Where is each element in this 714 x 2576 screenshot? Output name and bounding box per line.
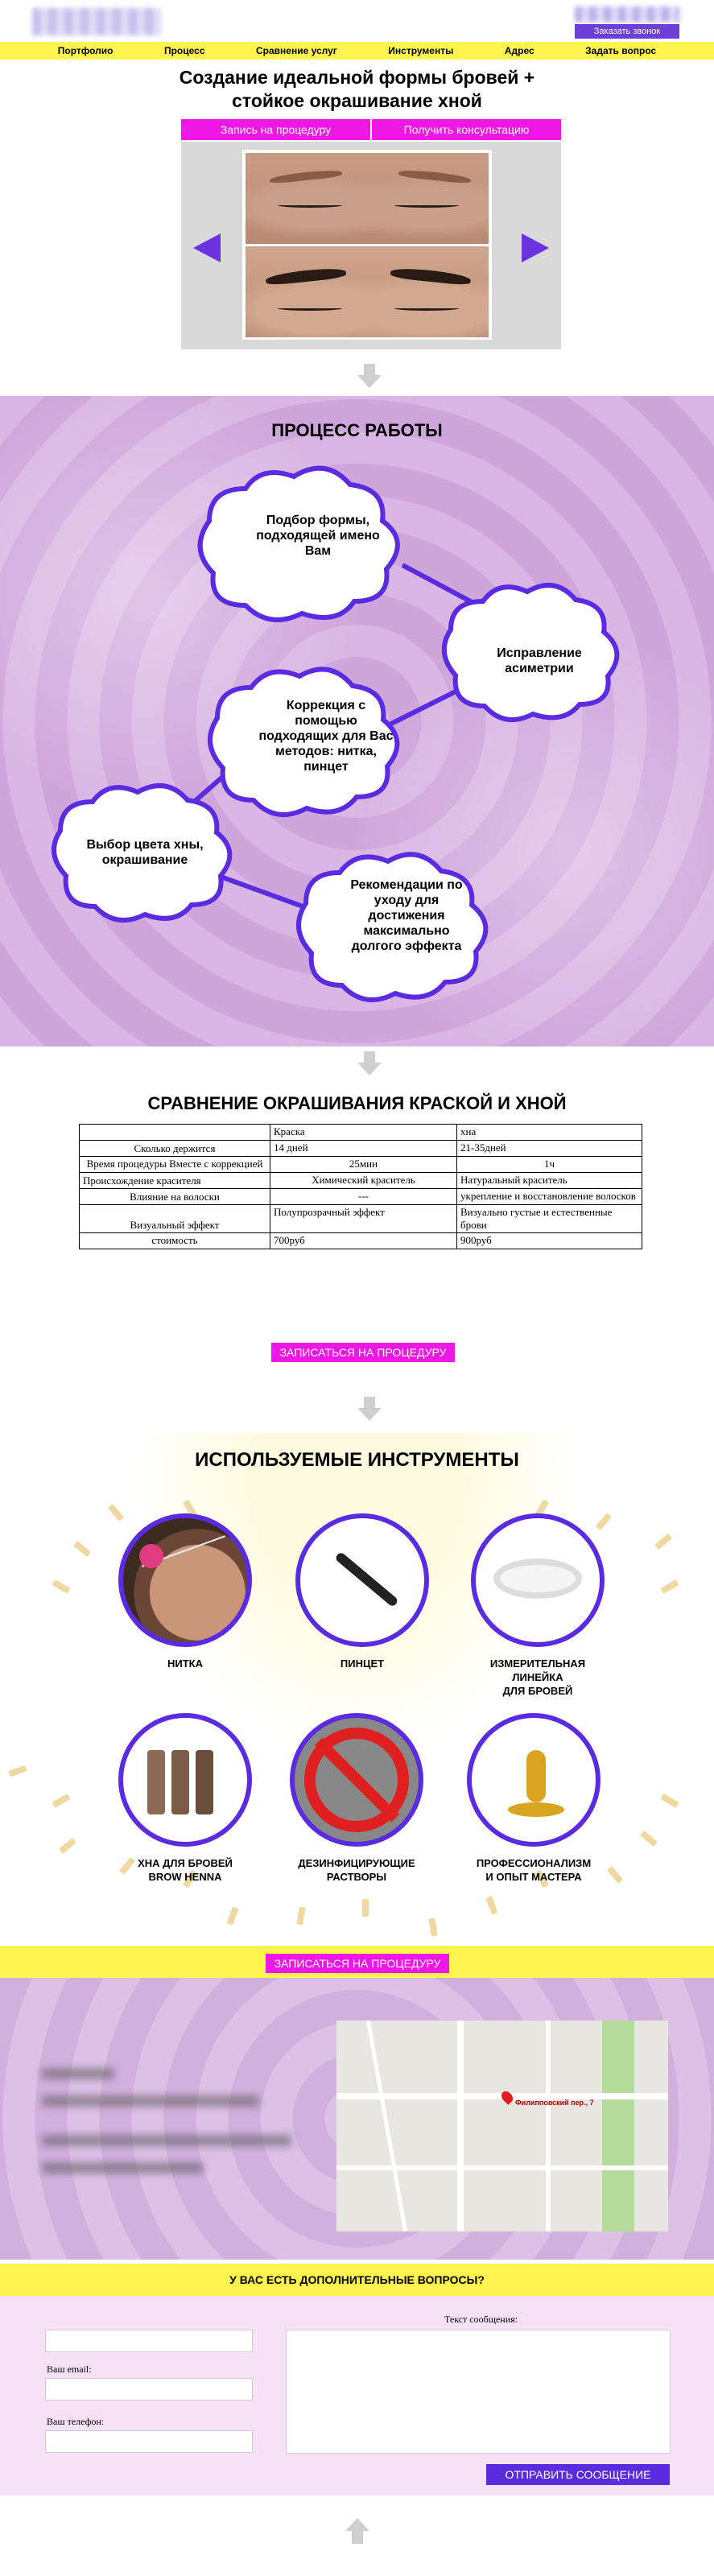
email-input[interactable] — [45, 2378, 253, 2401]
before-photo — [246, 153, 489, 244]
tool-professionalism: ПРОФЕССИОНАЛИЗМ И ОПЫТ МАСТЕРА — [465, 1713, 602, 1884]
message-textarea[interactable] — [286, 2330, 671, 2454]
questions-title: У ВАС ЕСТЬ ДОПОЛНИТЕЛЬНЫЕ ВОПРОСЫ? — [0, 2264, 714, 2296]
process-step-3: Коррекция с помощью подходящих для Вас методов: нитка, пинцет — [258, 699, 394, 774]
book-procedure-button[interactable]: ЗАПИСАТЬСЯ НА ПРОЦЕДУРУ — [271, 1343, 455, 1362]
phone-input[interactable] — [45, 2430, 253, 2453]
contact-info — [42, 2162, 203, 2174]
table-row: стоимость 700руб 900руб — [80, 1233, 642, 1249]
hero-title: Создание идеальной формы бровей + стойкое окрашивание хной — [179, 67, 535, 111]
phone-number — [575, 6, 679, 23]
book-procedure-button[interactable]: Запись на процедуру — [181, 119, 370, 140]
before-after-slider — [181, 142, 561, 349]
hero-buttons — [181, 119, 561, 140]
tool-henna: ХНА ДЛЯ БРОВЕЙ BROW HENNA — [117, 1713, 254, 1884]
tool-thread: НИТКА — [117, 1513, 254, 1670]
nav-item-process[interactable]: Процесс — [163, 45, 205, 56]
slider-next-icon[interactable] — [522, 233, 549, 262]
tool-ruler: ИЗМЕРИТЕЛЬНАЯ ЛИНЕЙКА ДЛЯ БРОВЕЙ — [469, 1513, 606, 1698]
scroll-down-icon[interactable] — [357, 1397, 382, 1421]
tweezers-icon — [295, 1513, 429, 1647]
scroll-down-icon[interactable] — [357, 364, 382, 388]
table-row: Влияние на волоски --- укрепление и восстановление волосков — [80, 1189, 642, 1205]
process-title: ПРОЦЕСС РАБОТЫ — [271, 420, 443, 440]
slide-image — [242, 150, 492, 340]
no-bacteria-icon — [290, 1713, 423, 1847]
process-step-1: Подбор формы, подходящей имено Вам — [256, 514, 380, 558]
compare-table — [79, 1124, 642, 1249]
logo[interactable] — [32, 8, 161, 35]
slider-prev-icon[interactable] — [193, 233, 221, 262]
process-section — [0, 396, 714, 1046]
tool-disinfect: ДЕЗИНФИЦИРУЮЩИЕ РАСТВОРЫ — [288, 1713, 425, 1884]
table-row: Время процедуры Вместе с коррекцией 25мин 1ч — [80, 1157, 642, 1173]
nav-item-tools[interactable]: Инструменты — [388, 45, 454, 56]
map-address-label: Филипповский пер., 7 — [515, 2099, 594, 2107]
process-step-2: Исправление асиметрии — [497, 646, 582, 675]
site-header — [0, 0, 714, 42]
contact-info — [42, 2135, 291, 2146]
table-row: Сколько держится 14 дней 21-35дней — [80, 1141, 642, 1157]
nav-item-portfolio[interactable]: Портфолио — [57, 45, 113, 56]
book-procedure-button[interactable]: ЗАПИСАТЬСЯ НА ПРОЦЕДУРУ — [266, 1954, 449, 1973]
email-label: Ваш email: — [47, 2363, 92, 2375]
contact-info — [42, 2068, 114, 2079]
compare-title: СРАВНЕНИЕ ОКРАШИВАНИЯ КРАСКОЙ И ХНОЙ — [147, 1093, 567, 1113]
consultation-button[interactable]: Получить консультацию — [372, 119, 561, 140]
process-step-5: Рекомендации по уходу для достижения максимально долгого эффекта — [350, 878, 463, 953]
phone-label: Ваш телефон: — [47, 2416, 105, 2427]
main-nav — [0, 42, 714, 60]
scroll-top-icon[interactable] — [345, 2518, 369, 2544]
contact-info — [42, 2095, 259, 2107]
table-row: Краска хна — [80, 1125, 642, 1141]
table-row: Происхождение красителя Химический краситель Натуральный краситель — [80, 1173, 642, 1189]
ruler-icon — [471, 1513, 605, 1647]
nav-item-question[interactable]: Задать вопрос — [585, 45, 657, 56]
table-row: Визуальный эффект Полупрозрачный эффект Визуально густые и естественные брови — [80, 1205, 642, 1233]
tools-title: ИСПОЛЬЗУЕМЫЕ ИНСТРУМЕНТЫ — [195, 1449, 519, 1471]
after-photo — [246, 246, 489, 337]
nav-item-compare[interactable]: Сравнение услуг — [256, 45, 337, 56]
henna-tubes-icon — [118, 1713, 252, 1847]
ray-decoration — [428, 1918, 438, 1936]
message-label: Текст сообщения: — [444, 2314, 518, 2325]
name-input[interactable] — [45, 2330, 253, 2352]
send-message-button[interactable]: ОТПРАВИТЬ СООБЩЕНИЕ — [486, 2464, 670, 2485]
map[interactable] — [336, 2021, 668, 2231]
order-call-button[interactable]: Заказать звонок — [575, 24, 679, 39]
scroll-down-icon[interactable] — [357, 1051, 382, 1075]
ray-decoration — [362, 1899, 369, 1917]
process-step-4: Выбор цвета хны, окрашивание — [86, 838, 204, 867]
thread-image — [118, 1513, 252, 1647]
nav-item-address[interactable]: Адрес — [504, 45, 534, 56]
golden-hand-icon — [467, 1713, 601, 1847]
tool-tweezers: ПИНЦЕТ — [294, 1513, 431, 1670]
